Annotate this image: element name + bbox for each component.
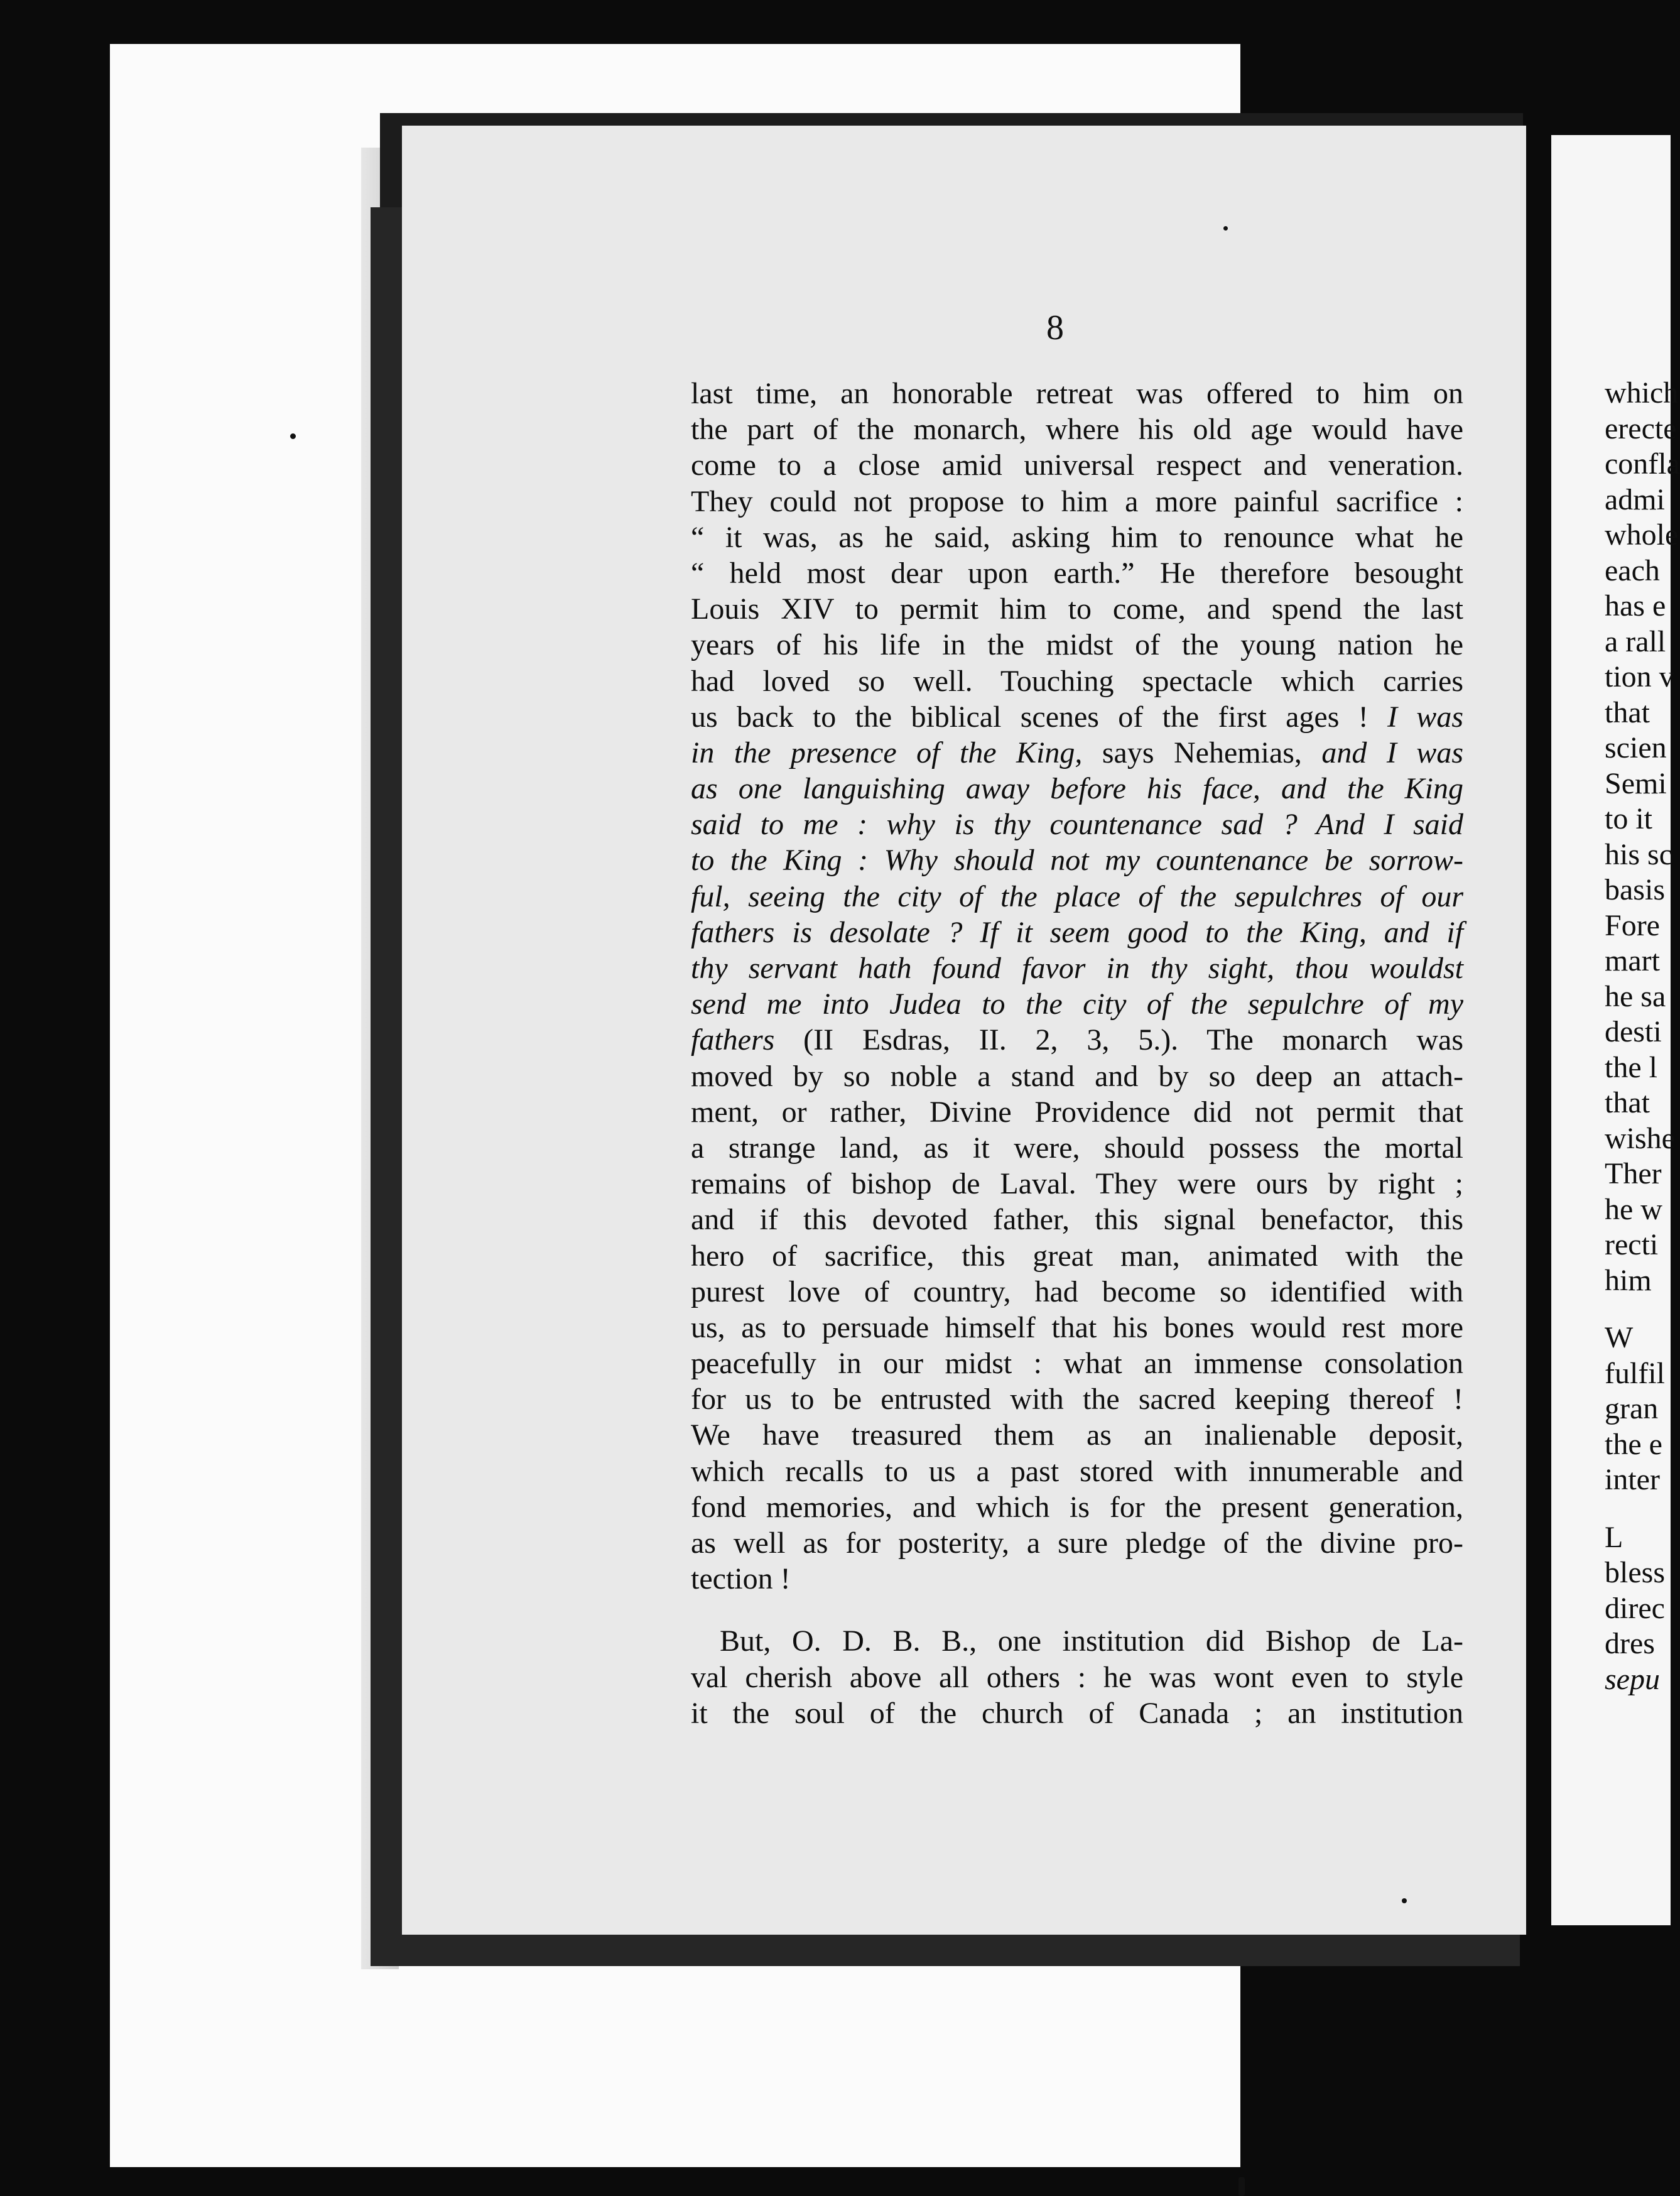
text-run: come to a close amid universal respect and veneration.	[691, 448, 1463, 482]
facing-text-line: him	[1605, 1263, 1652, 1297]
paragraph-gap	[691, 1597, 1463, 1623]
facing-text-line: that	[1605, 1086, 1650, 1119]
text-run: val cherish above all others : he was wont even to style	[691, 1660, 1463, 1694]
paragraph-gap	[1605, 1498, 1671, 1520]
facing-text-line: gran	[1605, 1392, 1659, 1425]
text-line	[691, 484, 1463, 519]
facing-text-line: W	[1605, 1321, 1634, 1354]
facing-text-line: sepu	[1605, 1662, 1660, 1696]
facing-text-line: erecte	[1605, 411, 1677, 445]
facing-text-line: a rall	[1605, 624, 1666, 658]
italic-text-run: as one languishing away before his face, and the King	[691, 772, 1463, 806]
text-run: as well as for posterity, a sure pledge of the divine pro-	[691, 1526, 1463, 1560]
text-run: They could not propose to him a more painful sacrifice :	[691, 484, 1463, 518]
facing-text-line: mart	[1605, 944, 1660, 977]
scan-speck	[1238, 2177, 1245, 2196]
facing-text-line: the l	[1605, 1050, 1657, 1084]
facing-text-line: he w	[1605, 1192, 1662, 1226]
text-run: We have treasured them as an inalienable deposit,	[691, 1418, 1463, 1452]
text-line	[691, 1525, 1463, 1561]
text-run: which recalls to us a past stored with innumerable and	[691, 1454, 1463, 1488]
text-run: us back to the biblical scenes of the first ages !	[691, 700, 1388, 734]
text-line	[691, 627, 1463, 663]
italic-text-run: said to me : why is thy countenance sad ? And I said	[691, 808, 1463, 842]
facing-text-line: has e	[1605, 589, 1666, 622]
facing-text-line: wishe	[1605, 1121, 1675, 1155]
text-run: says Nehemias,	[1082, 736, 1322, 769]
text-line	[691, 1660, 1463, 1695]
facing-text-line: bless	[1605, 1556, 1665, 1589]
facing-text-line: his sc	[1605, 837, 1672, 871]
text-line	[691, 1166, 1463, 1202]
text-line	[691, 699, 1463, 735]
text-run: had loved so well. Touching spectacle which carries	[691, 664, 1463, 698]
text-line	[691, 447, 1463, 483]
page-number: 8	[1046, 308, 1064, 347]
facing-text-line: direc	[1605, 1591, 1665, 1625]
text-line	[691, 1454, 1463, 1489]
facing-text-line: recti	[1605, 1228, 1659, 1261]
facing-text-line: to it	[1605, 802, 1653, 835]
text-line	[691, 1274, 1463, 1310]
facing-text-line: tion v	[1605, 660, 1674, 693]
text-run: years of his life in the midst of the young nation he	[691, 628, 1463, 662]
text-run: for us to be entrusted with the sacred keeping thereof !	[691, 1383, 1463, 1416]
facing-text-line: Fore	[1605, 908, 1660, 942]
text-line	[691, 1489, 1463, 1525]
facing-text-line: Ther	[1605, 1157, 1662, 1190]
text-line	[691, 1238, 1463, 1274]
facing-text-line: inter	[1605, 1463, 1660, 1496]
text-line	[691, 1022, 1463, 1058]
text-run: “ it was, as he said, asking him to renounce what he	[691, 520, 1463, 554]
text-line	[691, 1695, 1463, 1731]
text-line	[691, 1130, 1463, 1166]
facing-text-line: that	[1605, 695, 1650, 729]
text-line	[691, 663, 1463, 699]
paragraph-gap	[1605, 1298, 1671, 1320]
text-run: fond memories, and which is for the present generation,	[691, 1490, 1463, 1524]
text-run: and if this devoted father, this signal benefactor, this	[691, 1203, 1463, 1237]
facing-page-text-fragment	[1605, 376, 1680, 1697]
text-run: the part of the monarch, where his old age would have	[691, 413, 1463, 447]
text-run: last time, an honorable retreat was offered to him on	[691, 377, 1463, 410]
scan-speck	[1402, 1898, 1407, 1903]
text-run: But, O. D. B. B., one institution did Bishop de La-	[720, 1624, 1463, 1658]
italic-text-run: in the presence of the King,	[691, 736, 1083, 769]
text-line	[691, 1058, 1463, 1094]
text-run: tection !	[691, 1562, 791, 1596]
facing-text-line: L	[1605, 1520, 1623, 1554]
text-line	[691, 376, 1463, 411]
text-run: a strange land, as it were, should possess the mortal	[691, 1131, 1463, 1165]
text-line	[691, 411, 1463, 447]
italic-text-run: ful, seeing the city of the place of the sepulchres of our	[691, 879, 1463, 913]
italic-text-run: and I was	[1321, 736, 1463, 769]
text-line	[691, 915, 1463, 950]
text-line	[691, 1561, 1463, 1597]
italic-text-run: I was	[1387, 700, 1463, 734]
facing-text-line: scien	[1605, 731, 1667, 764]
facing-text-line: he sa	[1605, 979, 1666, 1013]
text-line	[691, 1202, 1463, 1237]
text-run: peacefully in our midst : what an immense consolation	[691, 1347, 1463, 1381]
facing-text-line: the e	[1605, 1427, 1662, 1461]
text-line	[691, 735, 1463, 771]
text-run: ment, or rather, Divine Providence did not permit that	[691, 1095, 1463, 1129]
text-run: hero of sacrifice, this great man, animated with the	[691, 1239, 1463, 1273]
text-line	[691, 591, 1463, 627]
text-line	[691, 1345, 1463, 1381]
text-run: us, as to persuade himself that his bones would rest more	[691, 1310, 1463, 1344]
text-line	[691, 1623, 1463, 1659]
facing-text-line: fulfil	[1605, 1356, 1665, 1390]
scan-speck	[290, 433, 296, 439]
facing-text-line: Semi	[1605, 766, 1667, 800]
text-line	[691, 807, 1463, 842]
text-line	[691, 1310, 1463, 1345]
facing-text-line: basis	[1605, 873, 1665, 906]
facing-text-line: whole	[1605, 518, 1679, 552]
text-line	[691, 519, 1463, 555]
text-run: it the soul of the church of Canada ; an institution	[691, 1696, 1463, 1730]
text-run: (II Esdras, II. 2, 3, 5.). The monarch was	[774, 1023, 1463, 1057]
scan-speck	[1223, 226, 1228, 231]
text-line	[691, 950, 1463, 986]
text-line	[691, 842, 1463, 878]
text-line	[691, 879, 1463, 915]
text-run: purest love of country, had become so identified with	[691, 1275, 1463, 1308]
facing-text-line: each	[1605, 553, 1660, 587]
text-line	[691, 986, 1463, 1022]
facing-text-line: which	[1605, 376, 1679, 410]
text-run: remains of bishop de Laval. They were ours by right ;	[691, 1167, 1463, 1201]
text-run: moved by so noble a stand and by so deep an attach-	[691, 1059, 1463, 1093]
text-line	[691, 1417, 1463, 1453]
facing-text-line: confla	[1605, 447, 1680, 481]
italic-text-run: thy servant hath found favor in thy sight, thou wouldst	[691, 952, 1463, 985]
text-run: Louis XIV to permit him to come, and spend the last	[691, 592, 1463, 626]
facing-text-line: desti	[1605, 1015, 1662, 1048]
text-line	[691, 1381, 1463, 1417]
text-line	[691, 555, 1463, 591]
page-body-text	[691, 376, 1463, 1731]
text-run: “ held most dear upon earth.” He therefore besought	[691, 556, 1463, 590]
text-line	[691, 771, 1463, 807]
italic-text-run: fathers	[691, 1023, 775, 1057]
italic-text-run: send me into Judea to the city of the sepulchre of my	[691, 987, 1463, 1021]
text-line	[691, 1094, 1463, 1130]
facing-text-line: admi	[1605, 482, 1665, 516]
facing-text-line: dres	[1605, 1627, 1655, 1660]
italic-text-run: to the King : Why should not my countenance be sorrow-	[691, 844, 1463, 878]
italic-text-run: fathers is desolate ? If it seem good to the King, and if	[691, 915, 1463, 949]
